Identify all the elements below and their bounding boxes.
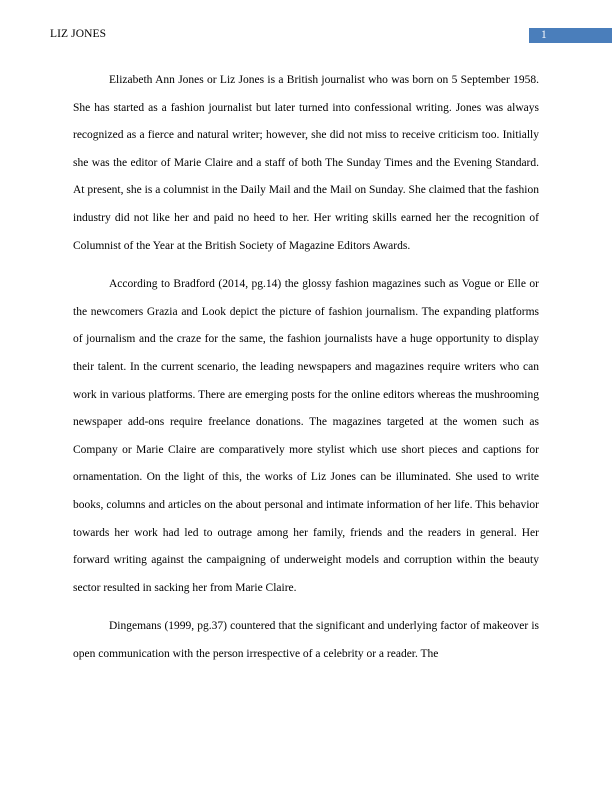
paragraph-1: Elizabeth Ann Jones or Liz Jones is a British journalist who was born on 5 September 1958. She has started as a fashion journalist but later turned into confessional writing. Jones was always recognized as a fierce and natural writer; however, she did not miss to receive criticism too. Initially she was the editor of Marie Claire and a staff of both The Sunday Times and the Evening Standard. At present, she is a columnist in the Daily Mail and the Mail on Sunday. She claimed that the fashion industry did not like her and paid no heed to her. Her writing skills earned her the recognition of Columnist of the Year at the British Society of Magazine Editors Awards. bbox=[73, 74, 539, 252]
document-body bbox=[73, 67, 539, 679]
paragraph-2: According to Bradford (2014, pg.14) the glossy fashion magazines such as Vogue or Elle or the newcomers Grazia and Look depict the picture of fashion journalism. The expanding platforms of journalism and the craze for the same, the fashion journalists have a huge opportunity to display their talent. In the current scenario, the leading newspapers and magazines require writers who can work in various platforms. There are emerging posts for the online editors whereas the mushrooming newspaper add-ons require freelance donations. The magazines targeted at the women such as Company or Marie Claire are comparatively more stylist which use short pieces and captions for ornamentation. On the light of this, the works of Liz Jones can be illuminated. She used to write books, columns and articles on the about personal and intimate information of her life. This behavior towards her work had led to outrage among her family, friends and the readers in general. Her forward writing against the campaigning of underweight models and corruption within the beauty sector resulted in sacking her from Marie Claire. bbox=[73, 278, 539, 594]
page-number: 1 bbox=[529, 28, 612, 43]
paragraph-3: Dingemans (1999, pg.37) countered that the significant and underlying factor of makeover is open communication with the person irrespective of a celebrity or a reader. The bbox=[73, 620, 539, 660]
header-title: LIZ JONES bbox=[50, 28, 107, 40]
